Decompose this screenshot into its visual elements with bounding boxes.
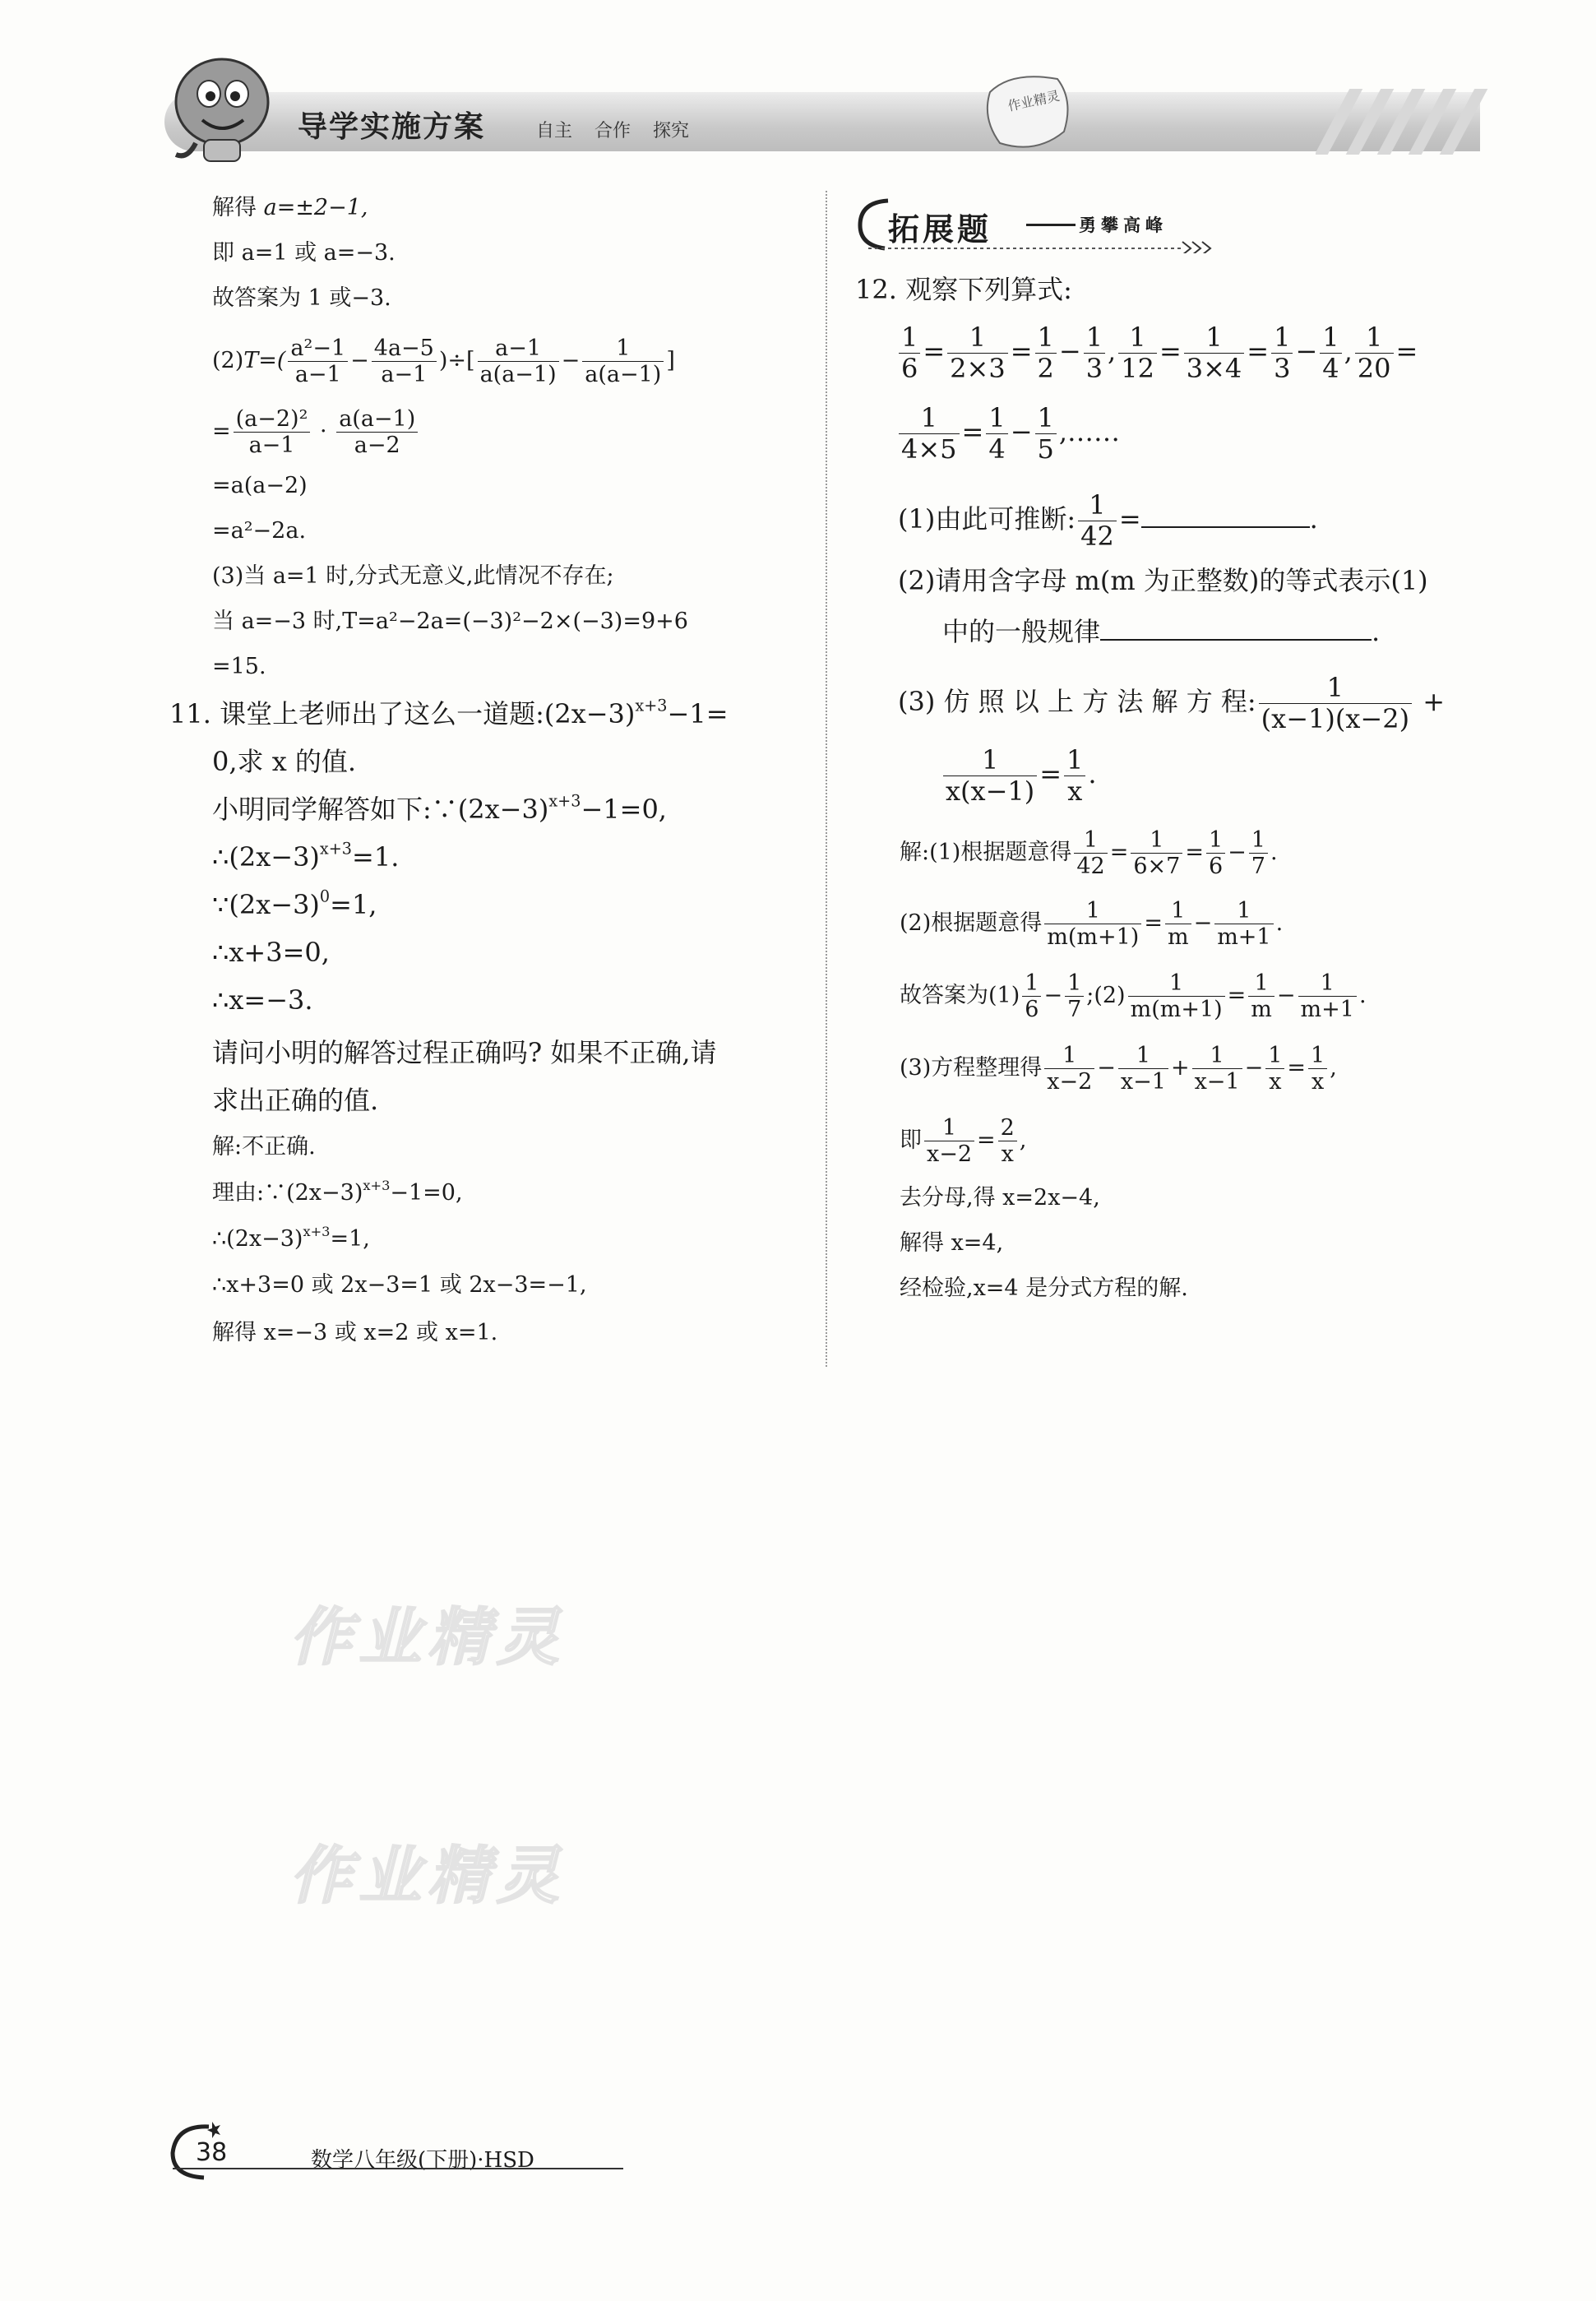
operator: = bbox=[961, 415, 984, 447]
text: 即 bbox=[212, 240, 234, 266]
fraction bbox=[1044, 1043, 1094, 1095]
numerator: 1 bbox=[1298, 970, 1357, 997]
exponent: x+3 bbox=[303, 1223, 331, 1239]
mascot-icon bbox=[163, 51, 285, 166]
question-11-line6: ∴x+3=0, bbox=[212, 937, 330, 968]
footer-book-title: 数学八年级(下册)·HSD bbox=[311, 2148, 534, 2173]
numerator: 2 bbox=[998, 1115, 1017, 1141]
operator: = bbox=[923, 335, 946, 367]
fraction bbox=[924, 1115, 974, 1167]
numerator: 1 bbox=[1131, 827, 1182, 854]
line-part3-a-3: 当 a=−3 时,T=a²−2a=(−3)²−2×(−3)=9+6 bbox=[212, 609, 688, 634]
answer-12-part3-step1 bbox=[900, 1043, 1337, 1095]
fraction bbox=[478, 336, 559, 387]
numerator: 1 bbox=[1118, 322, 1157, 354]
text: 中的一般规律 bbox=[942, 616, 1101, 647]
answer-12-part3-step4: 解得 x=4, bbox=[900, 1230, 1004, 1256]
text: ∵(2x−3) bbox=[212, 889, 320, 920]
line-part2-expression: (2)T=( $\frac{\text{a²−1}}{a-1}$ − $\frac{4a-5}{a-1}$ )÷[ $\frac{a-1}{a(a-1)}$ − $\frac{1}{a(a-1)}$ ] bbox=[212, 336, 675, 388]
fraction bbox=[1355, 322, 1394, 384]
header-title: 导学实施方案 bbox=[298, 110, 486, 144]
answer-11-line4: ∴x+3=0 或 2x−3=1 或 2x−3=−1, bbox=[212, 1272, 587, 1298]
numerator: 1 bbox=[924, 1115, 974, 1141]
answer-12-part2 bbox=[900, 898, 1283, 950]
fraction bbox=[947, 322, 1008, 384]
numerator: 1 bbox=[899, 322, 920, 354]
header-subtitle: 自主 合作 探究 bbox=[536, 121, 689, 141]
operator: = bbox=[1227, 983, 1247, 1009]
numerator: 1 bbox=[1248, 970, 1274, 997]
fraction bbox=[1074, 827, 1107, 879]
fraction bbox=[986, 403, 1007, 465]
fraction bbox=[1078, 490, 1117, 552]
fraction bbox=[1035, 322, 1057, 384]
answer-12-part3-step3: 去分母,得 x=2x−4, bbox=[900, 1185, 1100, 1211]
question-12-part1 bbox=[898, 490, 1318, 552]
fraction bbox=[899, 322, 920, 384]
fraction bbox=[336, 406, 418, 458]
question-12-title: 12. 观察下列算式: bbox=[855, 274, 1072, 305]
operator: , bbox=[1108, 335, 1117, 367]
denominator: 2 bbox=[1037, 352, 1054, 384]
denominator: 4 bbox=[988, 433, 1006, 465]
denominator: 7 bbox=[1251, 854, 1265, 880]
operator: . bbox=[1309, 502, 1318, 535]
numerator: 1 bbox=[1065, 970, 1084, 997]
operator: = bbox=[1144, 910, 1163, 937]
fraction bbox=[1131, 827, 1182, 879]
fraction bbox=[1084, 322, 1105, 384]
fraction bbox=[1192, 1043, 1242, 1095]
question-11-line9: 求出正确的值. bbox=[212, 1085, 379, 1116]
operator: = bbox=[1010, 335, 1033, 367]
denominator: x bbox=[1311, 1069, 1325, 1095]
fraction bbox=[1064, 745, 1085, 807]
math: a=1 或 a=−3. bbox=[241, 240, 396, 266]
operator: ;(2) bbox=[1086, 983, 1126, 1009]
answer-11-line3 bbox=[212, 1225, 370, 1253]
fraction bbox=[899, 403, 960, 465]
operator: − bbox=[1276, 983, 1296, 1009]
operator: · bbox=[320, 419, 327, 445]
fraction bbox=[1320, 322, 1341, 384]
question-11-line3 bbox=[212, 793, 667, 826]
answer-11-line1: 解:不正确. bbox=[212, 1134, 316, 1160]
text: (3) 仿 照 以 上 方 法 解 方 程: bbox=[898, 685, 1256, 717]
operator: = bbox=[1287, 1055, 1307, 1081]
fraction bbox=[1298, 970, 1357, 1022]
numerator: 1 bbox=[1271, 322, 1293, 354]
operator: − bbox=[1193, 910, 1213, 937]
numerator: 1 bbox=[943, 745, 1037, 776]
numerator: 1 bbox=[1035, 403, 1057, 434]
denominator: m(m+1) bbox=[1130, 997, 1223, 1023]
text: (1)由此可推断: bbox=[898, 502, 1076, 535]
exponent: 0 bbox=[319, 887, 331, 906]
exponent: x+3 bbox=[635, 696, 668, 715]
fraction bbox=[1022, 970, 1041, 1022]
numerator: 1 bbox=[1064, 745, 1085, 776]
denominator: 6 bbox=[1025, 997, 1039, 1023]
math: a=±2−1, bbox=[263, 195, 368, 220]
watermark-text: 作业精灵 bbox=[289, 1600, 566, 1674]
question-12-series-line1 bbox=[896, 322, 1418, 384]
fraction bbox=[1308, 1043, 1327, 1095]
operator: )÷[ bbox=[438, 348, 475, 374]
numerator: 1 bbox=[1118, 1043, 1168, 1069]
numerator: 1 bbox=[1035, 322, 1057, 354]
denominator: a−1 bbox=[381, 362, 428, 388]
question-12-part2-line1: (2)请用含字母 m(m 为正整数)的等式表示(1) bbox=[898, 565, 1428, 596]
operator: . bbox=[1275, 910, 1284, 937]
question-12-part3-line1 bbox=[898, 673, 1445, 734]
fraction bbox=[582, 336, 664, 387]
line-part2-step2 bbox=[212, 406, 420, 458]
numerator: 1 bbox=[1206, 827, 1225, 854]
answer-12-part3-step5: 经检验,x=4 是分式方程的解. bbox=[900, 1276, 1188, 1301]
answer-12-part1 bbox=[900, 827, 1278, 879]
denominator: 4×5 bbox=[901, 433, 957, 465]
numerator: 1 bbox=[1184, 322, 1245, 354]
denominator: 7 bbox=[1067, 997, 1082, 1023]
fraction bbox=[1165, 898, 1191, 950]
numerator: 1 bbox=[1165, 898, 1191, 924]
operator: = bbox=[1109, 840, 1129, 866]
denominator: 42 bbox=[1076, 854, 1105, 880]
fraction bbox=[943, 745, 1037, 807]
answer-blank-2[interactable] bbox=[1100, 639, 1372, 641]
header-stripes bbox=[1316, 89, 1488, 155]
denominator: 4 bbox=[1322, 352, 1339, 384]
watermark-seal-icon bbox=[978, 67, 1077, 158]
section-title: 拓展题 bbox=[888, 211, 992, 248]
answer-12-summary bbox=[900, 970, 1367, 1022]
numerator: 1 bbox=[1044, 898, 1141, 924]
fraction bbox=[1271, 322, 1293, 384]
fraction bbox=[1118, 322, 1157, 384]
text: =1. bbox=[352, 841, 400, 873]
numerator: 1 bbox=[1078, 490, 1117, 521]
denominator: x bbox=[1067, 775, 1083, 807]
numerator: 1 bbox=[1044, 1043, 1094, 1069]
exponent: x+3 bbox=[319, 839, 353, 859]
line-answer-1: 故答案为 1 或−3. bbox=[212, 285, 391, 311]
fraction bbox=[1035, 403, 1057, 465]
operator: . bbox=[1270, 840, 1278, 866]
operator: − bbox=[1058, 335, 1081, 367]
denominator: 6 bbox=[901, 352, 918, 384]
text: −1= bbox=[667, 698, 729, 729]
operator: + bbox=[1170, 1055, 1190, 1081]
denominator: m(m+1) bbox=[1047, 924, 1140, 951]
text: (2) bbox=[212, 348, 244, 374]
denominator: 3×4 bbox=[1186, 352, 1242, 384]
denominator: 6 bbox=[1208, 854, 1224, 880]
denominator: a(a−1) bbox=[585, 362, 662, 388]
text: =1, bbox=[330, 1226, 370, 1252]
numerator: 1 bbox=[1320, 322, 1341, 354]
answer-12-part3-step2 bbox=[900, 1115, 1026, 1167]
section-subtitle: 勇攀高峰 bbox=[1079, 215, 1168, 235]
fraction bbox=[1044, 898, 1141, 950]
text: −1=0, bbox=[581, 794, 667, 825]
numerator: 4a−5 bbox=[372, 336, 437, 362]
denominator: 20 bbox=[1357, 352, 1391, 384]
numerator: (a−2)² bbox=[234, 406, 311, 433]
question-11-line5 bbox=[212, 888, 377, 921]
operator: = bbox=[1395, 335, 1418, 367]
fraction bbox=[1065, 970, 1084, 1022]
text: (2)根据题意得 bbox=[900, 910, 1043, 937]
text: 理由:∵(2x−3) bbox=[212, 1180, 363, 1206]
question-12-part2-line2 bbox=[942, 615, 1380, 648]
numerator: 1 bbox=[582, 336, 664, 362]
numerator: 1 bbox=[1249, 827, 1268, 854]
numerator: 1 bbox=[1192, 1043, 1242, 1069]
fraction bbox=[1206, 827, 1225, 879]
denominator: a−1 bbox=[294, 362, 341, 388]
answer-11-line5: 解得 x=−3 或 x=2 或 x=1. bbox=[212, 1320, 498, 1345]
operator: , bbox=[1344, 335, 1353, 367]
denominator: x−1 bbox=[1194, 1069, 1240, 1095]
numerator: 1 bbox=[1308, 1043, 1327, 1069]
text: =1, bbox=[330, 889, 377, 920]
fraction bbox=[1184, 322, 1245, 384]
operator: . bbox=[1358, 983, 1367, 1009]
denominator: a(a−1) bbox=[479, 362, 557, 388]
numerator: 1 bbox=[1214, 898, 1273, 924]
operator: = bbox=[1039, 757, 1062, 789]
question-11-line7: ∴x=−3. bbox=[212, 984, 313, 1016]
operator: − bbox=[1010, 415, 1033, 447]
numerator: 1 bbox=[1259, 673, 1412, 704]
math: T=( bbox=[243, 348, 286, 374]
text: ∴(2x−3) bbox=[212, 841, 320, 873]
text: 解得 bbox=[212, 195, 257, 220]
fraction bbox=[234, 406, 311, 458]
denominator: x(x−1) bbox=[946, 775, 1035, 807]
operator: + bbox=[1423, 685, 1446, 717]
operator: = bbox=[1185, 840, 1204, 866]
question-11-line1 bbox=[169, 697, 729, 730]
numerator: a−1 bbox=[478, 336, 559, 362]
exponent: x+3 bbox=[363, 1177, 391, 1193]
operator: − bbox=[1043, 983, 1063, 1009]
numerator: 1 bbox=[1084, 322, 1105, 354]
denominator: 3 bbox=[1274, 352, 1291, 384]
denominator: 2×3 bbox=[950, 352, 1006, 384]
operator: − bbox=[1097, 1055, 1116, 1081]
line-part2-step3: =a(a−2) bbox=[212, 473, 308, 498]
line-part3-result: =15. bbox=[212, 654, 266, 679]
denominator: x−2 bbox=[1047, 1069, 1093, 1095]
operator: = bbox=[1118, 502, 1141, 535]
operator: ,…… bbox=[1058, 415, 1121, 447]
numerator: 1 bbox=[1355, 322, 1394, 354]
numerator: a(a−1) bbox=[336, 406, 418, 433]
numerator: a²−1 bbox=[288, 336, 348, 362]
answer-blank-1[interactable] bbox=[1141, 526, 1310, 528]
denominator: 5 bbox=[1037, 433, 1054, 465]
page-number: 38 bbox=[196, 2138, 228, 2167]
line-part2-step4: =a²−2a. bbox=[212, 518, 307, 544]
fraction bbox=[998, 1115, 1017, 1167]
denominator: m+1 bbox=[1217, 924, 1271, 951]
line-solve-a bbox=[212, 194, 368, 222]
denominator: m+1 bbox=[1300, 997, 1354, 1023]
numerator: 1 bbox=[1265, 1043, 1284, 1069]
fraction bbox=[372, 336, 437, 387]
text: 11. 课堂上老师出了这么一道题:(2x−3) bbox=[169, 698, 636, 729]
operator: = bbox=[1247, 335, 1270, 367]
numerator: 1 bbox=[986, 403, 1007, 434]
numerator: 1 bbox=[1074, 827, 1107, 854]
operator: = bbox=[212, 419, 231, 445]
operator: ] bbox=[666, 348, 675, 374]
fraction bbox=[1259, 673, 1412, 734]
denominator: 6×7 bbox=[1133, 854, 1181, 880]
exponent: x+3 bbox=[548, 791, 581, 811]
text: 故答案为(1) bbox=[900, 983, 1020, 1009]
line-part3-a1: (3)当 a=1 时,分式无意义,此情况不存在; bbox=[212, 563, 614, 589]
denominator: a−1 bbox=[248, 433, 295, 459]
text: −1=0, bbox=[390, 1180, 463, 1206]
denominator: m bbox=[1167, 924, 1189, 951]
question-11-line2: 0,求 x 的值. bbox=[212, 746, 357, 777]
denominator: a−2 bbox=[354, 433, 400, 459]
question-11-line8: 请问小明的解答过程正确吗? 如果不正确,请 bbox=[212, 1037, 717, 1068]
denominator: x bbox=[1269, 1069, 1282, 1095]
question-12-part3-line2 bbox=[941, 745, 1097, 807]
denominator: m bbox=[1251, 997, 1272, 1023]
denominator: x−2 bbox=[927, 1141, 973, 1168]
operator: , bbox=[1330, 1055, 1337, 1081]
operator: = bbox=[1159, 335, 1182, 367]
column-divider bbox=[826, 191, 827, 1367]
footer-line bbox=[173, 2168, 623, 2169]
denominator: (x−1)(x−2) bbox=[1261, 702, 1410, 734]
text: 小明同学解答如下:∵(2x−3) bbox=[212, 794, 549, 825]
denominator: x bbox=[1001, 1141, 1014, 1168]
text: (3)方程整理得 bbox=[900, 1055, 1043, 1081]
text: ∴(2x−3) bbox=[212, 1226, 303, 1252]
fraction bbox=[1118, 1043, 1168, 1095]
svg-text:作业精灵: 作业精灵 bbox=[1006, 87, 1062, 114]
denominator: x−1 bbox=[1120, 1069, 1166, 1095]
fraction bbox=[1249, 827, 1268, 879]
answer-11-line2 bbox=[212, 1179, 463, 1207]
text: 解:(1)根据题意得 bbox=[900, 840, 1072, 866]
fraction bbox=[288, 336, 348, 387]
operator: = bbox=[977, 1127, 996, 1154]
numerator: 1 bbox=[1022, 970, 1041, 997]
fraction bbox=[1128, 970, 1225, 1022]
operator: − bbox=[1244, 1055, 1264, 1081]
fraction bbox=[1214, 898, 1273, 950]
section-dash bbox=[1026, 224, 1076, 226]
numerator: 1 bbox=[899, 403, 960, 434]
operator: − bbox=[1228, 840, 1247, 866]
watermark-text: 作业精灵 bbox=[289, 1839, 566, 1912]
operator: . bbox=[1372, 616, 1381, 647]
operator: − bbox=[1295, 335, 1318, 367]
operator: . bbox=[1088, 757, 1097, 789]
operator: , bbox=[1019, 1127, 1027, 1154]
denominator: 42 bbox=[1080, 520, 1114, 552]
question-12-series-line2 bbox=[896, 403, 1120, 465]
line-ie-a bbox=[212, 239, 396, 267]
fraction bbox=[1248, 970, 1274, 1022]
fraction bbox=[1265, 1043, 1284, 1095]
denominator: 12 bbox=[1121, 352, 1154, 384]
text: 即 bbox=[900, 1127, 922, 1154]
numerator: 1 bbox=[947, 322, 1008, 354]
numerator: 1 bbox=[1128, 970, 1225, 997]
denominator: 3 bbox=[1085, 352, 1103, 384]
question-11-line4 bbox=[212, 840, 399, 873]
